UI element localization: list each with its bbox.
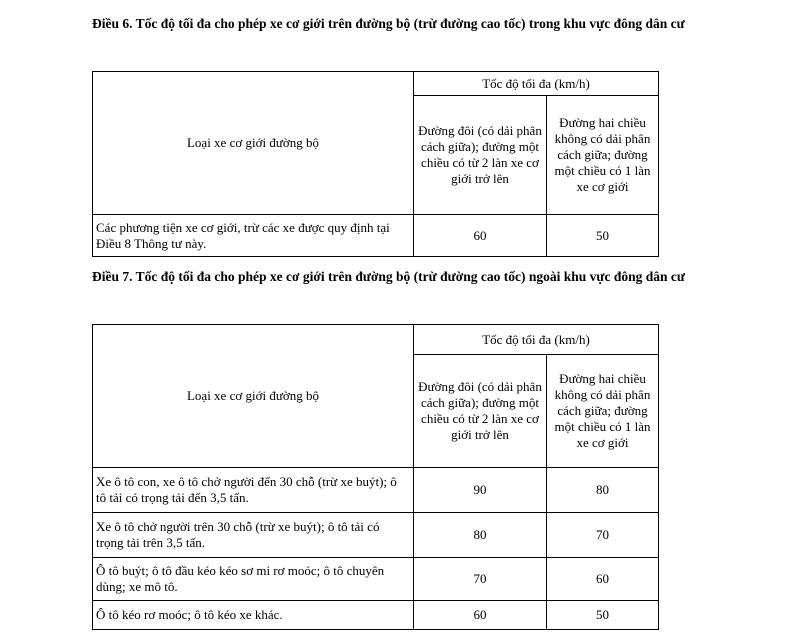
header-undivided-road: Đường hai chiều không có dải phân cách giữa; đường một chiều có 1 làn xe cơ giới (547, 96, 659, 215)
row-divided-speed: 80 (414, 513, 547, 558)
table-row (93, 468, 659, 513)
header-divided-road: Đường đôi (có dải phân cách giữa); đường một chiều có từ 2 làn xe cơ giới trở lên (414, 355, 547, 468)
header-undivided-road: Đường hai chiều không có dải phân cách giữa; đường một chiều có 1 làn xe cơ giới (547, 355, 659, 468)
header-vehicle-type: Loại xe cơ giới đường bộ (93, 72, 414, 215)
speed-table-rural (92, 324, 659, 630)
row-divided-speed: 60 (414, 215, 547, 257)
row-vehicle: Các phương tiện xe cơ giới, trừ các xe được quy định tại Điều 8 Thông tư này. (93, 215, 414, 257)
row-vehicle: Xe ô tô chở người trên 30 chỗ (trừ xe buýt); ô tô tải có trọng tải trên 3,5 tấn. (93, 513, 414, 558)
speed-table-urban (92, 71, 659, 257)
row-undivided-speed: 50 (547, 601, 659, 630)
table-row (93, 601, 659, 630)
table-row (93, 558, 659, 601)
row-vehicle: Xe ô tô con, xe ô tô chở người đến 30 chỗ (trừ xe buýt); ô tô tải có trọng tải đến 3,5 tấn. (93, 468, 414, 513)
row-divided-speed: 70 (414, 558, 547, 601)
header-max-speed: Tốc độ tối đa (km/h) (414, 72, 659, 96)
table-row (93, 215, 659, 257)
table-row (93, 513, 659, 558)
row-vehicle: Ô tô kéo rơ moóc; ô tô kéo xe khác. (93, 601, 414, 630)
row-undivided-speed: 50 (547, 215, 659, 257)
row-divided-speed: 90 (414, 468, 547, 513)
row-undivided-speed: 80 (547, 468, 659, 513)
header-divided-road: Đường đôi (có dải phân cách giữa); đường một chiều có từ 2 làn xe cơ giới trở lên (414, 96, 547, 215)
article-7-title: Điều 7. Tốc độ tối đa cho phép xe cơ giới trên đường bộ (trừ đường cao tốc) ngoài khu vực đông dân cư (92, 269, 685, 284)
header-vehicle-type: Loại xe cơ giới đường bộ (93, 325, 414, 468)
row-vehicle: Ô tô buýt; ô tô đầu kéo kéo sơ mi rơ moóc; ô tô chuyên dùng; xe mô tô. (93, 558, 414, 601)
row-divided-speed: 60 (414, 601, 547, 630)
article-6-title: Điều 6. Tốc độ tối đa cho phép xe cơ giới trên đường bộ (trừ đường cao tốc) trong khu vực đông dân cư (92, 16, 685, 31)
row-undivided-speed: 60 (547, 558, 659, 601)
header-max-speed: Tốc độ tối đa (km/h) (414, 325, 659, 355)
row-undivided-speed: 70 (547, 513, 659, 558)
